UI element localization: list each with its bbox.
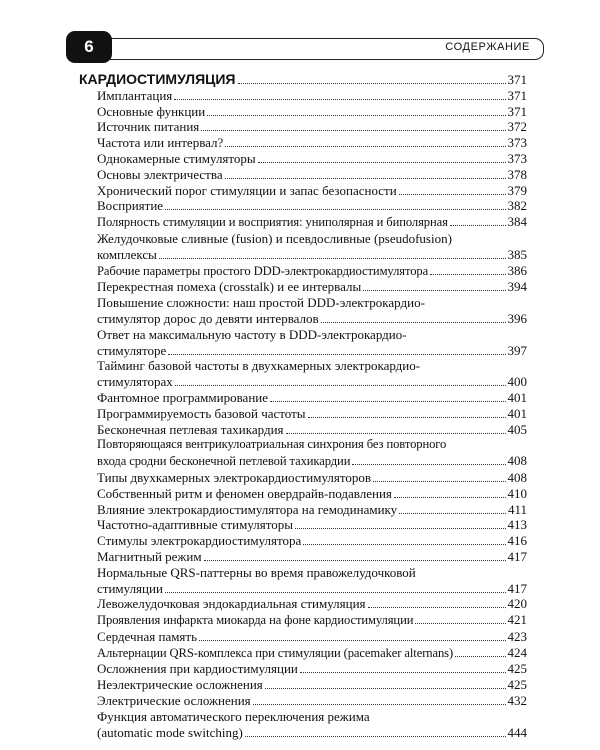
toc-entry-page: 432	[507, 693, 527, 709]
toc-entry-title: Имплантация	[97, 87, 173, 103]
toc-entry-title: Перекрестная помеха (crosstalk) и ее интервалы	[97, 279, 362, 295]
toc-entry-page: 386	[507, 262, 527, 278]
toc-entry-page: 397	[507, 342, 527, 358]
toc-entry-page: 411	[507, 501, 527, 517]
dot-leader	[363, 290, 505, 291]
toc-entry[interactable]	[79, 406, 527, 422]
toc-entry[interactable]	[79, 693, 527, 709]
toc-entry-title: Источник питания	[97, 119, 200, 135]
dot-leader	[265, 688, 506, 689]
dot-leader	[303, 544, 505, 545]
dot-leader	[270, 401, 505, 402]
toc-entry[interactable]	[79, 279, 527, 295]
toc-entry[interactable]	[79, 629, 527, 645]
toc-entry-title: комплексы	[97, 246, 157, 262]
toc-entry[interactable]	[79, 470, 527, 486]
toc-entry-page: 423	[507, 628, 527, 644]
toc-entry-page: 400	[507, 374, 527, 390]
toc-entry-title-line: Функция автоматического переключения режима	[97, 708, 370, 724]
toc-entry-title: Влияние электрокардиостимулятора на гемодинамику	[97, 501, 398, 517]
toc-entry[interactable]	[79, 612, 527, 629]
dot-leader	[321, 322, 506, 323]
toc-entry-title: (automatic mode switching)	[97, 724, 243, 740]
toc-entry-title: Магнитный режим	[97, 548, 202, 564]
dot-leader	[258, 162, 506, 163]
toc-entry-title: Частотно-адаптивные стимуляторы	[97, 517, 293, 533]
dot-leader	[308, 417, 506, 418]
dot-leader	[175, 385, 506, 386]
toc-entry[interactable]	[79, 661, 527, 677]
dot-leader	[165, 592, 506, 593]
toc-entry[interactable]	[79, 596, 527, 612]
toc-entry-page: 384	[507, 214, 527, 230]
toc-entry-page: 424	[507, 644, 527, 660]
toc-entry[interactable]	[79, 104, 527, 120]
toc-entry[interactable]	[79, 390, 527, 406]
section-title: СОДЕРЖАНИЕ	[445, 41, 530, 53]
toc-entry[interactable]	[79, 214, 527, 231]
dot-leader	[238, 83, 506, 84]
dot-leader	[201, 130, 505, 131]
toc-entry[interactable]	[79, 677, 527, 693]
chapter-title: КАРДИОСТИМУЛЯЦИЯ	[79, 71, 236, 87]
toc-entry-page: 401	[507, 405, 527, 421]
toc-entry-multiline[interactable]	[79, 437, 527, 470]
toc-entry-title: Частота или интервал?	[97, 135, 224, 151]
dot-leader	[450, 225, 506, 226]
toc-entry[interactable]	[79, 151, 527, 167]
dot-leader	[174, 99, 505, 100]
toc-entry-multiline[interactable]	[79, 327, 527, 359]
toc-entry[interactable]	[79, 119, 527, 135]
dot-leader	[373, 481, 505, 482]
dot-leader	[207, 115, 505, 116]
toc-entry-title: Осложнения при кардиостимуляции	[97, 661, 298, 677]
toc-entry-title: стимуляторе	[97, 342, 167, 358]
dot-leader	[295, 528, 506, 529]
toc-entry-title: Электрические осложнения	[97, 693, 251, 709]
toc-entry-page: 394	[507, 279, 527, 295]
toc-entry-title: Сердечная память	[97, 628, 198, 644]
dot-leader	[455, 656, 505, 657]
toc-entry-title: Полярность стимуляции и восприятия: униполярная и биполярная	[97, 215, 448, 230]
toc-entry-title: Типы двухкамерных электрокардиостимуляторов	[97, 469, 372, 485]
toc-entry-title: стимулятор дорос до девяти интервалов	[97, 310, 319, 326]
toc-entry-page: 405	[507, 421, 527, 437]
toc-entry-title: Хронический порог стимуляции и запас безопасности	[97, 182, 397, 198]
toc-entry-multiline[interactable]	[79, 565, 527, 597]
dot-leader	[300, 672, 506, 673]
toc-entry-multiline[interactable]	[79, 231, 527, 263]
toc-entry-page: 425	[507, 677, 527, 693]
page-number-badge: 6	[66, 31, 112, 63]
toc-entry-page: 408	[507, 453, 527, 469]
dot-leader	[168, 354, 505, 355]
toc-entry-page: 416	[507, 533, 527, 549]
toc-entry-title: Программируемость базовой частоты	[97, 405, 306, 421]
dot-leader	[399, 194, 506, 195]
toc-entry-title-line: Повышение сложности: наш простой DDD-электрокардио-	[97, 295, 425, 311]
toc-entry-title-line: Повторяющаяся вентрикулоатриальная синхрония без повторного	[97, 437, 447, 452]
toc-entry-title: Бесконечная петлевая тахикардия	[97, 421, 284, 437]
dot-leader	[394, 497, 506, 498]
toc-entry-page: 410	[507, 485, 527, 501]
toc-entry-page: 385	[507, 246, 527, 262]
toc-entry-multiline[interactable]	[79, 295, 527, 327]
dot-leader	[368, 607, 506, 608]
toc-entry-page: 371	[507, 103, 527, 119]
toc-entry[interactable]	[79, 167, 527, 183]
toc-entry-title: Рабочие параметры простого DDD-электрокардиостимулятора	[97, 263, 429, 278]
toc-entry-page: 379	[507, 182, 527, 198]
toc-entry-title: Собственный ритм и феномен овердрайв-подавления	[97, 485, 392, 501]
toc-entry[interactable]	[79, 88, 527, 104]
toc-entry-page: 444	[507, 724, 527, 740]
toc-entry-title: Стимулы электрокардиостимулятора	[97, 533, 302, 549]
toc-entry-page: 378	[507, 166, 527, 182]
toc-entry[interactable]	[79, 183, 527, 199]
dot-leader	[245, 736, 506, 737]
toc-entry-title: Левожелудочковая эндокардиальная стимуляция	[97, 596, 366, 612]
toc-entry[interactable]	[79, 263, 527, 280]
toc-entry-title: Фантомное программирование	[97, 389, 269, 405]
toc-entry-page: 408	[507, 469, 527, 485]
dot-leader	[286, 433, 506, 434]
table-of-contents	[79, 72, 527, 740]
dot-leader	[225, 146, 505, 147]
dot-leader	[159, 258, 506, 259]
toc-entry-title: Однокамерные стимуляторы	[97, 150, 256, 166]
toc-entry-title-line: Желудочковые сливные (fusion) и псевдосливные (pseudofusion)	[97, 230, 452, 246]
dot-leader	[430, 274, 505, 275]
dot-leader	[399, 513, 506, 514]
toc-entry-page: 413	[507, 517, 527, 533]
toc-entry-page: 373	[507, 150, 527, 166]
toc-entry[interactable]	[79, 645, 527, 662]
toc-entry-page: 417	[507, 580, 527, 596]
toc-entry[interactable]	[79, 502, 527, 518]
dot-leader	[204, 560, 506, 561]
toc-entry-page: 420	[507, 596, 527, 612]
toc-entry-multiline[interactable]	[79, 358, 527, 390]
toc-entry-title: Проявления инфаркта миокарда на фоне кардиостимуляции	[97, 613, 414, 628]
toc-entry[interactable]	[79, 549, 527, 565]
toc-entry-page: 382	[507, 198, 527, 214]
toc-entry-title-line: Нормальные QRS-паттерны во время правожелудочковой	[97, 564, 416, 580]
toc-entry[interactable]	[79, 422, 527, 438]
toc-entry-page: 371	[507, 87, 527, 103]
toc-entry-page: 421	[507, 612, 527, 628]
toc-entry-page: 425	[507, 661, 527, 677]
toc-entry[interactable]	[79, 198, 527, 214]
toc-entry-title: Основы электричества	[97, 166, 223, 182]
toc-entry-page: 417	[507, 548, 527, 564]
toc-entry-title: Основные функции	[97, 103, 206, 119]
toc-chapter[interactable]	[79, 72, 527, 88]
toc-entry-title: Неэлектрические осложнения	[97, 677, 263, 693]
dot-leader	[225, 178, 506, 179]
toc-entry-title-line: Ответ на максимальную частоту в DDD-электрокардио-	[97, 326, 407, 342]
toc-entry-multiline[interactable]	[79, 709, 527, 741]
toc-entry-title: стимуляторах	[97, 374, 173, 390]
chapter-page: 371	[507, 72, 527, 87]
toc-entry-page: 373	[507, 135, 527, 151]
toc-entry[interactable]	[79, 533, 527, 549]
toc-entry-title: стимуляции	[97, 580, 163, 596]
dot-leader	[165, 209, 505, 210]
dot-leader	[253, 704, 506, 705]
toc-entry[interactable]	[79, 517, 527, 533]
toc-entry-title: Альтернации QRS-комплекса при стимуляции (pacemaker alternans)	[97, 645, 454, 660]
dot-leader	[415, 623, 505, 624]
page-header	[66, 31, 544, 65]
toc-entry-title: Восприятие	[97, 198, 164, 214]
toc-entry-page: 401	[507, 389, 527, 405]
toc-entry-title: входа сродни бесконечной петлевой тахикардии	[97, 454, 351, 469]
toc-entry[interactable]	[79, 486, 527, 502]
toc-entry-page: 396	[507, 310, 527, 326]
toc-entry[interactable]	[79, 135, 527, 151]
dot-leader	[352, 464, 505, 465]
toc-entry-page: 372	[507, 119, 527, 135]
toc-entry-title-line: Тайминг базовой частоты в двухкамерных электрокардио-	[97, 358, 421, 374]
dot-leader	[199, 640, 505, 641]
